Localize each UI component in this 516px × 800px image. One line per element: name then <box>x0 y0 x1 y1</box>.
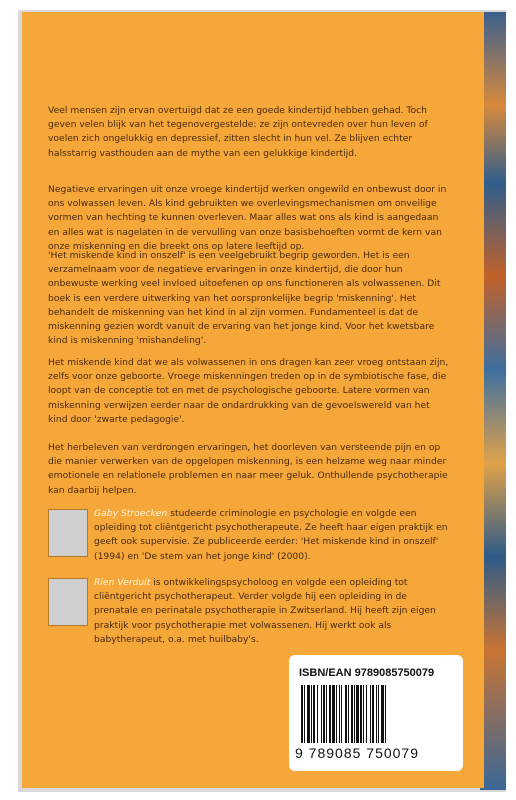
blurb-paragraph-1: Veel mensen zijn ervan overtuigd dat ze een goede kindertijd hebben gehad. Toch geven velen blijk van het tegenovergestelde: ze zijn ontevreden over hun leven of voelen zich ongelukkig en depressief, zitten slecht in hun vel. Ze blijven echter halsstarrig vasthouden aan de mythe van een gelukkige kindertijd. <box>48 105 428 159</box>
author-text-1: studeerde criminologie en psychologie en volgde een opleiding tot cliëntgericht psychotherapeute. Ze heeft haar eigen praktijk en geeft ook supervisie. Ze publiceerde eerder: 'Het miskende kind in onszelf' (1994) en 'De stem van het jonge kind' (2000). <box>94 508 448 562</box>
author-text-2: is ontwikkelingspsycholoog en volgde een opleiding tot cliëntgericht psychotherapeut. Verder volgde hij een opleiding in de prenatale en perinatale psychotherapie in Zwitserland. Hij heeft zijn eigen praktijk voor psychotherapie met volwassenen. Hij werkt ook als babytherapeut, o.a. met huilbaby's. <box>94 577 436 645</box>
barcode-digits: 9 789085 750079 <box>295 745 419 761</box>
author-bio-1 <box>94 507 450 564</box>
blurb-paragraph-5: Het herbeleven van verdrongen ervaringen, het doorleven van versteende pijn en op die manier verwerken van de opgelopen miskenning, is een helzame weg naar minder emotionele en relationele problemen en naar meer geluk. Onthullende psychotherapie kan daarbij helpen. <box>48 442 448 496</box>
author-name-2: Rien Verdult <box>94 577 151 588</box>
blurb-paragraph-4: Het miskende kind dat we als volwassenen in ons dragen kan zeer vroeg ontstaan zijn, zelfs voor onze geboorte. Vroege miskenningen treden op in de symbiotische fase, die loopt van de conceptie tot en met de psychologische geboorte. Latere vormen van miskenning verwijzen eerder naar de ondardrukking van de gevoelswereld van het kind door 'zwarte pedagogie'. <box>48 357 449 425</box>
author-photo-1 <box>48 509 88 557</box>
blurb-paragraph-2: Negatieve ervaringen uit onze vroege kindertijd werken ongewild en onbewust door in ons volwassen leven. Als kind gebruikten we overlevingsmechanismen om onveilige vormen van hechting te kunnen overleven. Maar alles wat ons als kind is aangedaan en alles wat is nagelaten in de vervulling van onze basisbehoeften vormt de kern van onze miskenning en die breekt ons op latere leeftijd op. <box>48 184 447 252</box>
author-bio-2 <box>94 576 450 647</box>
blurb-paragraph-3: 'Het miskende kind in onszelf' is een veelgebruikt begrip geworden. Het is een verzamelnaam voor de negatieve ervaringen in onze kindertijd, die door hun onbewuste werking veel invloed uitoefenen op ons functioneren als volwassenen. Dit boek is een verdere uitwerking van het oorspronkelijke begrip 'miskenning'. Het behandelt de miskenning van het kind in al zijn vormen. Fundamenteel is dat de miskenning gezien wordt vanuit de ervaring van het jonge kind. Voor het kwetsbare kind is miskenning 'mishandeling'. <box>48 250 441 347</box>
barcode-box <box>289 655 463 771</box>
author-block-2 <box>48 576 448 645</box>
author-photo-2 <box>48 578 88 626</box>
isbn-label: ISBN/EAN 9789085750079 <box>299 667 435 679</box>
barcode-bars <box>301 685 451 743</box>
author-block-1 <box>48 507 448 571</box>
author-name-1: Gaby Stroecken <box>94 508 168 519</box>
